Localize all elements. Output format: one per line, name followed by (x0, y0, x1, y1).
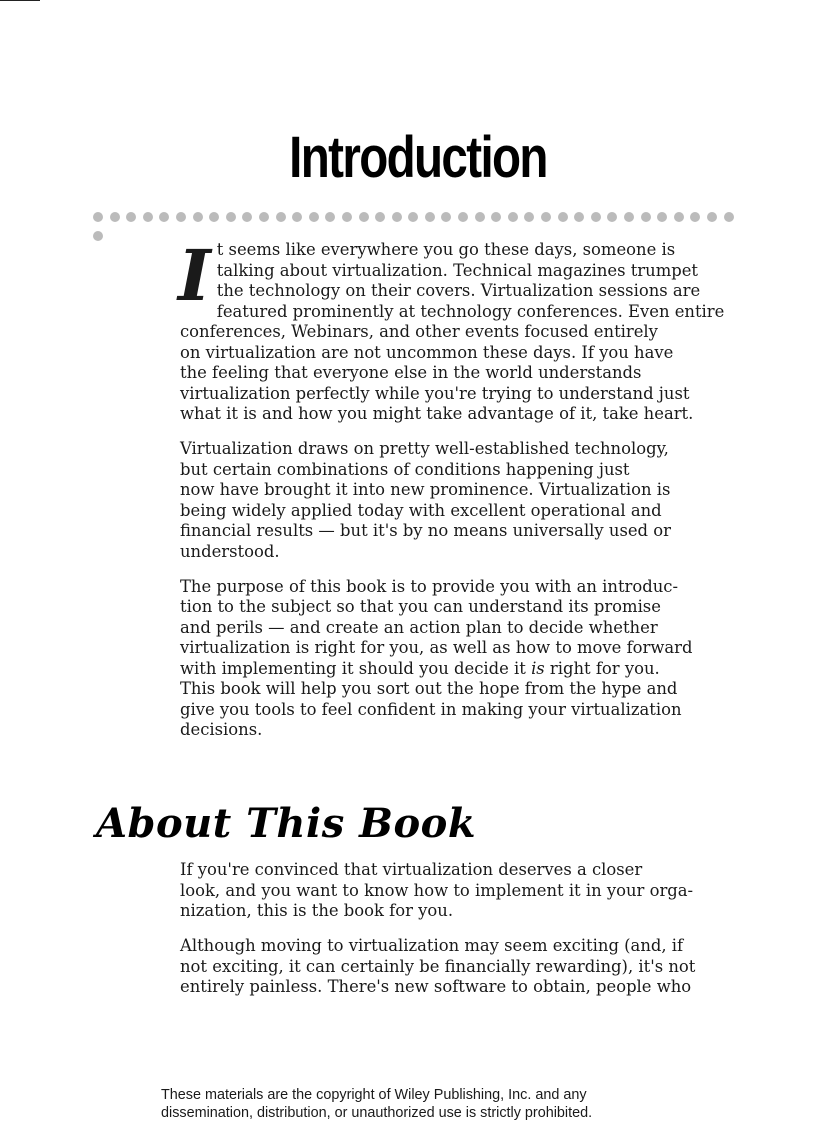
divider-dot (159, 212, 169, 222)
divider-dot (475, 212, 485, 222)
divider-dot (226, 212, 236, 222)
divider-dot (193, 212, 203, 222)
divider-dot (359, 212, 369, 222)
corner-crop-mark (0, 0, 40, 1)
drop-cap: I (178, 234, 211, 317)
dotted-divider (93, 212, 753, 226)
divider-dot (325, 212, 335, 222)
divider-dot (392, 212, 402, 222)
intro-paragraph-3-emphasis: is (531, 658, 545, 678)
divider-dot (292, 212, 302, 222)
divider-dot (93, 231, 103, 241)
intro-paragraph-1 (178, 234, 740, 425)
divider-dot (591, 212, 601, 222)
section-paragraph-1: If you're convinced that virtualization deserves a closer look, and you want to know how to implement it in your orga- nization, this is the book for you. (180, 860, 694, 920)
divider-dot (657, 212, 667, 222)
divider-dot (508, 212, 518, 222)
divider-dot (441, 212, 451, 222)
section-paragraph-2: Although moving to virtualization may seem exciting (and, if not exciting, it can certainly be financially rewarding), it's not entirely painless. There's new software to obtain, people who (180, 936, 696, 996)
divider-dot (126, 212, 136, 222)
divider-dot (408, 212, 418, 222)
divider-dot (425, 212, 435, 222)
divider-dot (209, 212, 219, 222)
divider-dot (690, 212, 700, 222)
intro-paragraph-3-text-a: The purpose of this book is to provide you with an introduc- tion to the subject so that you can understand its promise and perils — and create an action plan to decide whether virtualization is right for you, as well as how to move forward with implementing it should you decide it (180, 576, 693, 678)
divider-dot (707, 212, 717, 222)
intro-paragraph-3 (180, 577, 740, 741)
divider-dot (607, 212, 617, 222)
divider-dot (524, 212, 534, 222)
divider-dot (724, 212, 734, 222)
intro-paragraph-1-text: t seems like everywhere you go these days, someone is talking about virtualization. Technical magazines trumpet the technology on their covers. Virtualization sessions are featured prominently at technology conferences. Even entire conferences, Webinars, and other events focused entirely on virtualization are not uncommon these days. If you have the feeling that everyone else in the world understands virtualization perfectly while you're trying to understand just what it is and how you might take advantage of it, take heart. (180, 240, 725, 423)
divider-dot (143, 212, 153, 222)
intro-paragraph-3-text-b: right for you. This book will help you sort out the hope from the hype and give you tools to feel confident in making your virtualization decisions. (180, 658, 682, 739)
divider-dot (624, 212, 634, 222)
intro-paragraph-2: Virtualization draws on pretty well-established technology, but certain combinations of conditions happening just now have brought it into new prominence. Virtualization is being widely applied today with excellent operational and financial results — but it's by no means universally used or understood. (180, 439, 671, 561)
intro-body (178, 234, 740, 755)
chapter-title: Introduction (289, 125, 547, 190)
section-body (180, 860, 740, 1012)
divider-dot (309, 212, 319, 222)
divider-dot (93, 212, 103, 222)
divider-dot (674, 212, 684, 222)
divider-dot (641, 212, 651, 222)
divider-dot (259, 212, 269, 222)
divider-dot (375, 212, 385, 222)
divider-dot (110, 212, 120, 222)
divider-dot (541, 212, 551, 222)
section-heading: About This Book (96, 800, 477, 847)
divider-dot (242, 212, 252, 222)
copyright-footer: These materials are the copyright of Wiley Publishing, Inc. and any dissemination, distribution, or unauthorized use is strictly prohibited. (161, 1087, 593, 1121)
divider-dot (574, 212, 584, 222)
divider-dot (558, 212, 568, 222)
divider-dot (491, 212, 501, 222)
divider-dot (342, 212, 352, 222)
divider-dot (176, 212, 186, 222)
divider-dot (276, 212, 286, 222)
divider-dot (458, 212, 468, 222)
